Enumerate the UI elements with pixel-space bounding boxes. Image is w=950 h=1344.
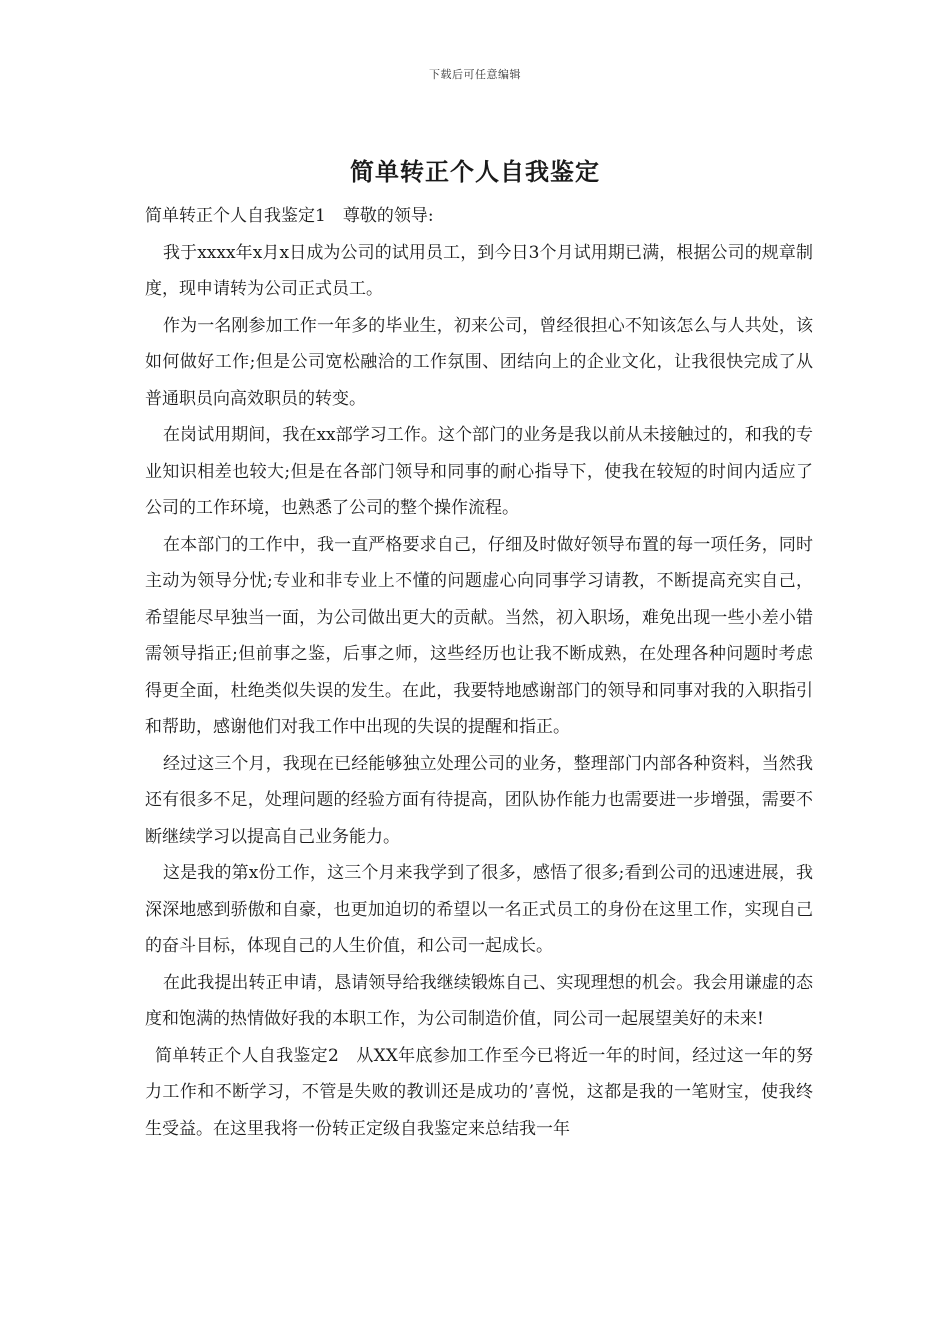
paragraph: 在此我提出转正申请，恳请领导给我继续锻炼自己、实现理想的机会。我会用谦虚的态度和饱满的热情做好我的本职工作，为公司制造价值，同公司一起展望美好的未来!	[145, 972, 813, 1029]
document-title: 简单转正个人自我鉴定	[350, 157, 600, 186]
header-note: 下载后可任意编辑	[429, 68, 521, 81]
paragraph: 在本部门的工作中，我一直严格要求自己，仔细及时做好领导布置的每一项任务，同时主动为领导分忧;专业和非专业上不懂的问题虚心向同事学习请教，不断提高充实自己，希望能尽早独当一面，为公司做出更大的贡献。当然，初入职场，难免出现一些小差小错需领导指正;但前事之鉴，后事之师，这些经历也让我不断成熟，在处理各种问题时考虑得更全面，杜绝类似失误的发生。在此，我要特地感谢部门的领导和同事对我的入职指引和帮助，感谢他们对我工作中出现的失误的提醒和指正。	[145, 534, 813, 737]
paragraph: 我于xxxx年x月x日成为公司的试用员工，到今日3个月试用期已满，根据公司的规章制度，现申请转为公司正式员工。	[145, 242, 813, 299]
document-body	[145, 198, 813, 1147]
paragraph-heading-2: 简单转正个人自我鉴定2 从XX年底参加工作至今已将近一年的时间，经过这一年的努力工作和不断学习，不管是失败的教训还是成功的’喜悦，这都是我的一笔财宝，使我终生受益。在这里我将一份转正定级自我鉴定来总结我一年	[145, 1045, 813, 1139]
paragraph: 作为一名刚参加工作一年多的毕业生，初来公司，曾经很担心不知该怎么与人共处，该如何做好工作;但是公司宽松融洽的工作氛围、团结向上的企业文化，让我很快完成了从普通职员向高效职员的转变。	[145, 315, 813, 409]
paragraph: 经过这三个月，我现在已经能够独立处理公司的业务，整理部门内部各种资料，当然我还有很多不足，处理问题的经验方面有待提高，团队协作能力也需要进一步增强，需要不断继续学习以提高自己业务能力。	[145, 753, 813, 847]
paragraph: 这是我的第x份工作，这三个月来我学到了很多，感悟了很多;看到公司的迅速进展，我深深地感到骄傲和自豪，也更加迫切的希望以一名正式员工的身份在这里工作，实现自己的奋斗目标，体现自己的人生价值，和公司一起成长。	[145, 863, 813, 956]
paragraph-heading-1: 简单转正个人自我鉴定1 尊敬的领导:	[145, 206, 434, 226]
paragraph: 在岗试用期间，我在xx部学习工作。这个部门的业务是我以前从未接触过的，和我的专业知识相差也较大;但是在各部门领导和同事的耐心指导下，使我在较短的时间内适应了公司的工作环境，也熟悉了公司的整个操作流程。	[145, 425, 813, 518]
